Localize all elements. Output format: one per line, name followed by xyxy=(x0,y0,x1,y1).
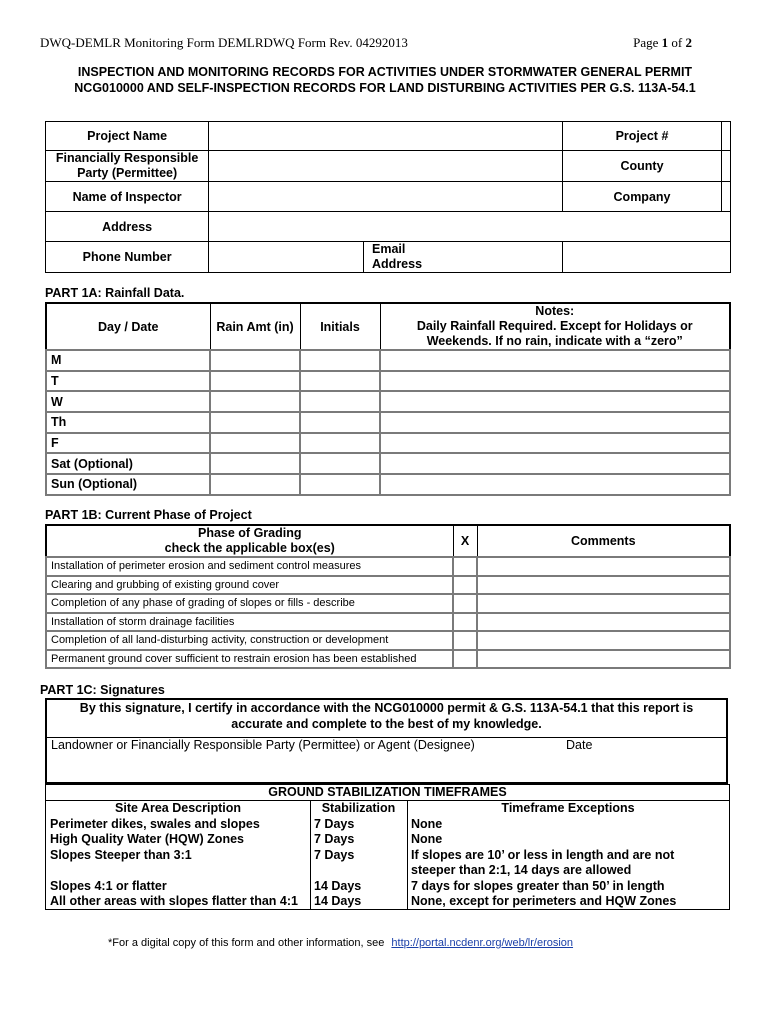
initials-cell[interactable] xyxy=(300,391,380,412)
notes-cell[interactable] xyxy=(380,350,730,371)
rain-amount-cell[interactable] xyxy=(210,350,300,371)
phone-field[interactable] xyxy=(209,242,364,273)
phase-checkbox[interactable] xyxy=(453,613,477,632)
project-number-field[interactable] xyxy=(722,122,731,151)
phase-item: Completion of any phase of grading of slopes or fills - describe xyxy=(46,594,453,613)
company-label: Company xyxy=(563,182,722,212)
date-field[interactable] xyxy=(567,752,726,782)
day-wednesday: W xyxy=(46,391,210,412)
day-saturday: Sat (Optional) xyxy=(46,453,210,474)
signature-field[interactable] xyxy=(47,752,567,782)
phase-item: Installation of perimeter erosion and sediment control measures xyxy=(46,557,453,576)
initials-cell[interactable] xyxy=(300,371,380,392)
page-indicator: Page 1 of 2 xyxy=(633,35,692,50)
exception-cell: If slopes are 10’ or less in length and are not steeper than 2:1, 14 days are allowed xyxy=(411,847,675,877)
site-area-cell: Perimeter dikes, swales and slopes xyxy=(50,816,260,831)
phase-header: Phase of Grading check the applicable box(es) xyxy=(46,525,453,557)
financially-responsible-field[interactable] xyxy=(209,151,563,182)
stabilization-table xyxy=(46,801,729,910)
email-label: Email Address xyxy=(364,242,563,273)
day-sunday: Sun (Optional) xyxy=(46,474,210,495)
rain-amount-cell[interactable] xyxy=(210,412,300,433)
initials-cell[interactable] xyxy=(300,350,380,371)
initials-cell[interactable] xyxy=(300,433,380,454)
stabilization-cell: 14 Days xyxy=(314,878,362,893)
phase-comment[interactable] xyxy=(477,650,730,669)
day-tuesday: T xyxy=(46,371,210,392)
form-name: DWQ-DEMLR Monitoring Form DEMLRDWQ Form Rev. 04292013 xyxy=(40,35,408,50)
notes-cell[interactable] xyxy=(380,474,730,495)
day-date-header: Day / Date xyxy=(46,303,210,350)
notes-cell[interactable] xyxy=(380,433,730,454)
site-area-cell: Slopes 4:1 or flatter xyxy=(50,878,167,893)
address-field[interactable] xyxy=(209,212,731,242)
project-name-label: Project Name xyxy=(46,122,209,151)
phase-checkbox[interactable] xyxy=(453,631,477,650)
stabilization-cell: 14 Days xyxy=(314,894,362,908)
phase-item: Installation of storm drainage facilities xyxy=(46,613,453,632)
project-info-table xyxy=(45,121,731,273)
part1c-heading: PART 1C: Signatures xyxy=(40,683,165,697)
site-area-cell: All other areas with slopes flatter than 4:1 xyxy=(50,894,298,908)
rain-amount-cell[interactable] xyxy=(210,474,300,495)
notes-cell[interactable] xyxy=(380,453,730,474)
timeframe-exceptions-header: Timeframe Exceptions xyxy=(501,801,635,815)
project-name-field[interactable] xyxy=(209,122,563,151)
stabilization-header: Stabilization xyxy=(321,801,396,815)
phase-table xyxy=(45,524,731,669)
exception-cell: None, except for perimeters and HQW Zones xyxy=(411,894,677,908)
phase-comment[interactable] xyxy=(477,594,730,613)
notes-cell[interactable] xyxy=(380,371,730,392)
erosion-portal-link[interactable]: http://portal.ncdenr.org/web/lr/erosion xyxy=(391,937,574,949)
date-label: Date xyxy=(566,738,593,752)
project-number-label: Project # xyxy=(563,122,722,151)
exception-cell: 7 days for slopes greater than 50’ in length xyxy=(411,878,665,893)
comments-header: Comments xyxy=(477,525,730,557)
stabilization-cell: 7 Days xyxy=(314,832,355,846)
day-monday: M xyxy=(46,350,210,371)
rain-amount-cell[interactable] xyxy=(210,371,300,392)
rainfall-table xyxy=(45,302,731,496)
phase-comment[interactable] xyxy=(477,576,730,595)
county-field[interactable] xyxy=(722,151,731,182)
phase-checkbox[interactable] xyxy=(453,650,477,669)
form-header xyxy=(40,35,692,53)
stabilization-title: GROUND STABILIZATION TIMEFRAMES xyxy=(268,785,507,799)
notes-cell[interactable] xyxy=(380,412,730,433)
day-friday: F xyxy=(46,433,210,454)
rain-amount-cell[interactable] xyxy=(210,433,300,454)
email-field[interactable] xyxy=(563,242,731,273)
phase-checkbox[interactable] xyxy=(453,594,477,613)
phase-comment[interactable] xyxy=(477,613,730,632)
ground-stabilization-box xyxy=(45,784,730,910)
document-title: INSPECTION AND MONITORING RECORDS FOR ACTIVITIES UNDER STORMWATER GENERAL PERMIT NCG010000 AND SELF-INSPECTION RECORDS FOR LAND DISTURBING ACTIVITIES PER G.S. 113A-54.1 xyxy=(74,65,696,95)
inspector-label: Name of Inspector xyxy=(46,182,209,212)
phase-comment[interactable] xyxy=(477,631,730,650)
financially-responsible-label: Financially Responsible Party (Permittee) xyxy=(46,151,209,182)
phase-item: Completion of all land-disturbing activity, construction or development xyxy=(46,631,453,650)
stabilization-cell: 7 Days xyxy=(314,847,355,862)
exception-cell: None xyxy=(411,832,443,846)
inspector-field[interactable] xyxy=(209,182,563,212)
phase-item: Permanent ground cover sufficient to restrain erosion has been established xyxy=(46,650,453,669)
rain-amount-cell[interactable] xyxy=(210,453,300,474)
rain-amount-cell[interactable] xyxy=(210,391,300,412)
footer-note: *For a digital copy of this form and other information, see http://portal.ncdenr.org/web/lr/erosion xyxy=(108,937,631,949)
certification-statement: By this signature, I certify in accordance with the NCG010000 permit & G.S. 113A-54.1 that this report is accurate and complete to the best of my knowledge. xyxy=(47,700,726,738)
site-area-cell: High Quality Water (HQW) Zones xyxy=(50,832,244,846)
initials-cell[interactable] xyxy=(300,453,380,474)
phone-label: Phone Number xyxy=(46,242,209,273)
part1b-heading: PART 1B: Current Phase of Project xyxy=(45,508,252,522)
initials-cell[interactable] xyxy=(300,412,380,433)
initials-cell[interactable] xyxy=(300,474,380,495)
signature-box xyxy=(45,698,728,784)
notes-header: Notes: Daily Rainfall Required. Except for Holidays or Weekends. If no rain, indicate with a “zero” xyxy=(380,303,730,350)
day-thursday: Th xyxy=(46,412,210,433)
company-field[interactable] xyxy=(722,182,731,212)
phase-checkbox[interactable] xyxy=(453,557,477,576)
stabilization-cell: 7 Days xyxy=(314,816,355,831)
phase-comment[interactable] xyxy=(477,557,730,576)
site-area-cell: Slopes Steeper than 3:1 xyxy=(50,847,192,862)
exception-cell: None xyxy=(411,816,443,831)
landowner-label: Landowner or Financially Responsible Party (Permittee) or Agent (Designee) xyxy=(51,738,475,752)
initials-header: Initials xyxy=(300,303,380,350)
rain-amount-header: Rain Amt (in) xyxy=(210,303,300,350)
address-label: Address xyxy=(46,212,209,242)
phase-checkbox[interactable] xyxy=(453,576,477,595)
phase-item: Clearing and grubbing of existing ground cover xyxy=(46,576,453,595)
part1a-heading: PART 1A: Rainfall Data. xyxy=(45,286,185,300)
check-header: X xyxy=(453,525,477,557)
county-label: County xyxy=(563,151,722,182)
site-area-header: Site Area Description xyxy=(115,801,241,815)
notes-cell[interactable] xyxy=(380,391,730,412)
